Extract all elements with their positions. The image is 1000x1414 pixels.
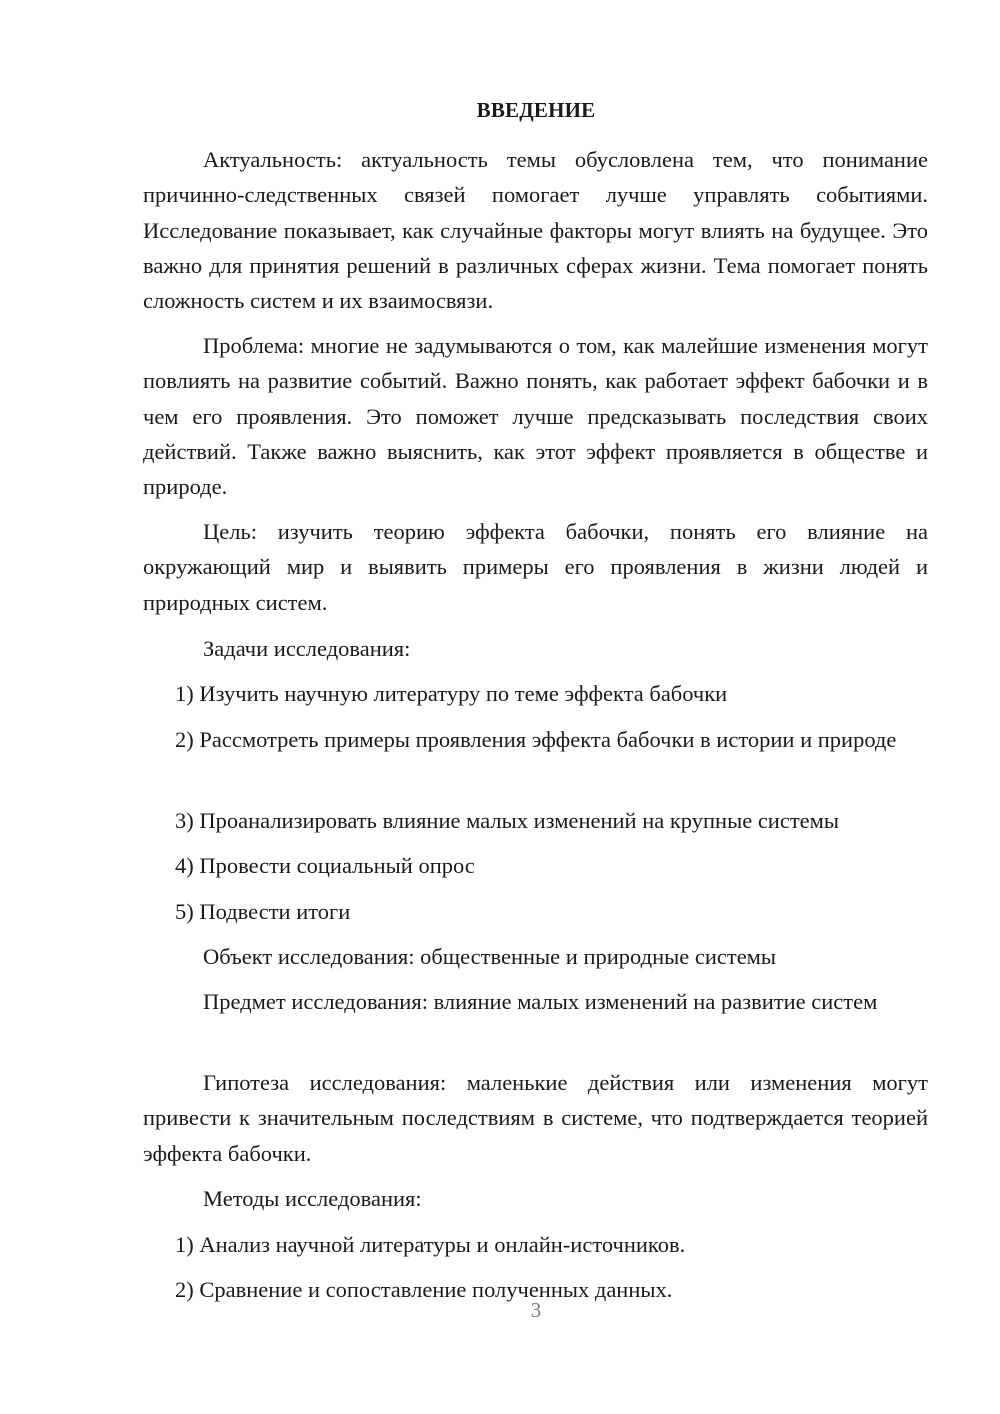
problem-paragraph: Проблема: многие не задумываются о том, как малейшие изменения могут повлиять на развитие событий. Важно понять, как работает эффект бабочки и в чем его проявления. Это поможет лучше предсказывать последствия своих действий. Также важно выяснить, как этот эффект проявляется в обществе и природе.	[143, 333, 928, 500]
page-number: 3	[530, 1298, 542, 1322]
tasks-title: Задачи исследования:	[203, 636, 411, 661]
method-item: 1) Анализ научной литературы и онлайн-источников.	[175, 1232, 686, 1257]
task-item: 5) Подвести итоги	[175, 899, 351, 924]
relevance-paragraph: Актуальность: актуальность темы обусловлена тем, что понимание причинно-следственных связей помогает лучше управлять событиями. Исследование показывает, как случайные факторы могут влиять на будущее. Это важно для принятия решений в различных сферах жизни. Тема помогает понять сложность систем и их взаимосвязи.	[143, 147, 928, 314]
task-item: 2) Рассмотреть примеры проявления эффекта бабочки в истории и природе	[175, 727, 897, 752]
task-item: 3) Проанализировать влияние малых изменений на крупные системы	[175, 808, 840, 833]
task-item: 1) Изучить научную литературу по теме эффекта бабочки	[175, 681, 728, 706]
hypothesis-paragraph: Гипотеза исследования: маленькие действия или изменения могут привести к значительным последствиям в системе, что подтверждается теорией эффекта бабочки.	[143, 1070, 928, 1166]
methods-title: Методы исследования:	[203, 1186, 422, 1211]
section-heading: ВВЕДЕНИЕ	[476, 98, 596, 122]
subject-paragraph: Предмет исследования: влияние малых изменений на развитие систем	[203, 989, 878, 1014]
goal-paragraph: Цель: изучить теорию эффекта бабочки, понять его влияние на окружающий мир и выявить примеры его проявления в жизни людей и природных систем.	[143, 519, 928, 615]
method-item: 2) Сравнение и сопоставление полученных данных.	[175, 1277, 673, 1302]
task-item: 4) Провести социальный опрос	[175, 853, 475, 878]
object-line: Объект исследования: общественные и природные системы	[203, 944, 777, 969]
